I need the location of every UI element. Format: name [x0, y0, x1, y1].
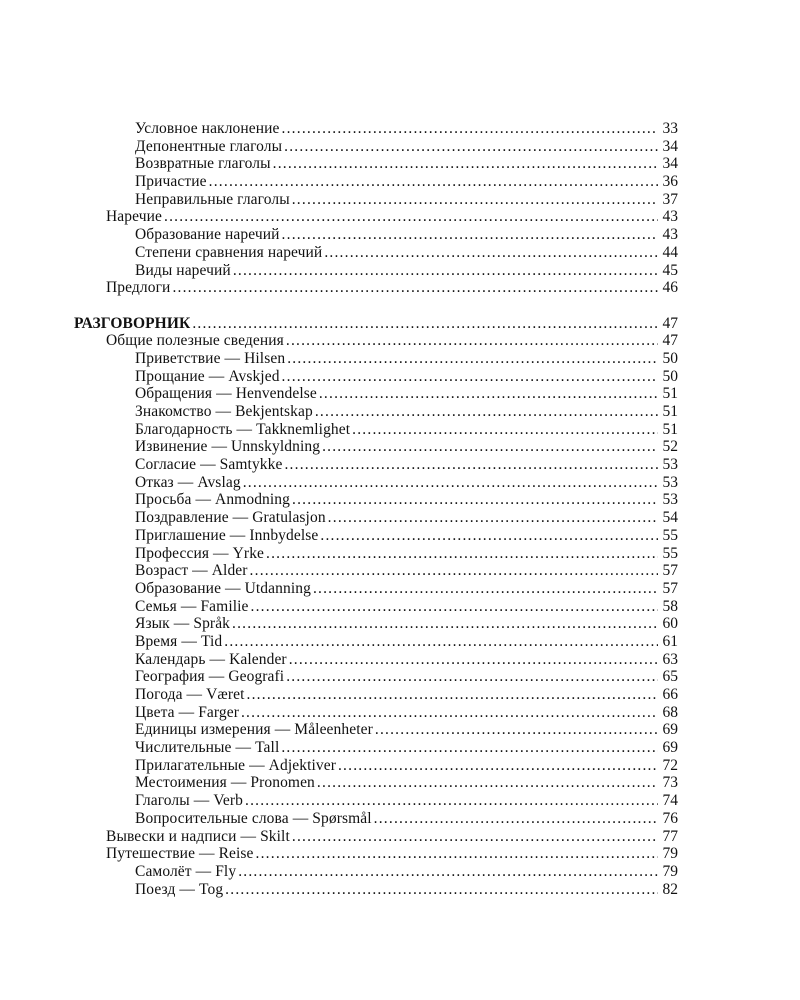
dot-leader — [281, 739, 658, 757]
toc-entry-title: Семья — Familie — [135, 597, 249, 615]
dot-leader — [320, 527, 658, 545]
dot-leader — [374, 810, 658, 828]
toc-entry — [74, 739, 678, 757]
toc-entry-page: 55 — [662, 544, 678, 562]
dot-leader — [245, 792, 658, 810]
toc-entry-page: 66 — [662, 686, 678, 703]
toc-entry-page: 79 — [662, 845, 678, 863]
toc-entry-page: 57 — [662, 562, 678, 580]
dot-leader — [292, 491, 658, 509]
dot-leader — [238, 863, 658, 881]
dot-leader — [233, 262, 658, 280]
toc-entry-title: Единицы измерения — Måleenheter — [135, 721, 373, 739]
toc-entry-title: Числительные — Tall — [135, 739, 280, 757]
toc-entry — [74, 350, 678, 368]
toc-entry-title: Извинение — Unnskyldning — [135, 438, 321, 456]
toc-entry-title: Самолёт — Fly — [135, 862, 237, 880]
dot-leader — [273, 155, 658, 173]
toc-entry-title: Язык — Språk — [135, 615, 231, 633]
toc-entry-title: Виды наречий — [135, 261, 231, 279]
toc-entry — [74, 509, 678, 527]
dot-leader — [224, 633, 658, 651]
toc-entry — [74, 598, 678, 616]
dot-leader — [256, 845, 658, 863]
dot-leader — [328, 509, 658, 527]
toc-entry-title: Глаголы — Verb — [135, 792, 243, 810]
toc-entry-title: Вопросительные слова — Spørsmål — [135, 809, 372, 827]
toc-entry-page: 63 — [662, 650, 678, 668]
toc-entry — [74, 138, 678, 156]
dot-leader — [292, 828, 658, 846]
toc-entry-title: Условное наклонение — [135, 120, 280, 137]
toc-entry-title: Образование наречий — [135, 226, 280, 244]
toc-entry-page: 36 — [662, 173, 678, 191]
toc-entry-page: 69 — [662, 721, 678, 739]
dot-leader — [241, 704, 658, 722]
toc-entry-title: Предлоги — [106, 279, 171, 297]
toc-entry — [74, 527, 678, 545]
toc-entry-title: Просьба — Anmodning — [135, 491, 291, 509]
toc-entry-page: 69 — [662, 739, 678, 757]
toc-entry-title: Отказ — Avslag — [135, 473, 241, 491]
dot-leader — [287, 350, 658, 368]
dot-leader — [338, 757, 658, 775]
toc-entry-page: 74 — [662, 792, 678, 810]
toc-entry — [74, 438, 678, 456]
dot-leader — [292, 191, 658, 209]
dot-leader — [352, 421, 658, 439]
toc-entry — [74, 615, 678, 633]
dot-leader — [172, 279, 658, 297]
toc-entry — [74, 155, 678, 173]
toc-entry — [74, 120, 678, 138]
toc-entry — [74, 845, 678, 863]
toc-entry — [74, 474, 678, 492]
toc-entry-page: 82 — [662, 880, 678, 898]
toc-entry — [74, 668, 678, 686]
dot-leader — [284, 138, 658, 156]
toc-entry-title: Прощание — Avskjed — [135, 367, 280, 385]
toc-entry — [74, 881, 678, 899]
toc-entry-page: 55 — [662, 526, 678, 544]
toc-entry — [74, 456, 678, 474]
toc-entry-title: Возраст — Alder — [135, 562, 248, 580]
toc-entry — [74, 774, 678, 792]
toc-entry-page: 43 — [662, 226, 678, 244]
toc-entry-page: 51 — [662, 385, 678, 403]
dot-leader — [247, 686, 658, 704]
dot-leader — [250, 562, 658, 580]
toc-entry — [74, 226, 678, 244]
toc-entry — [74, 491, 678, 509]
dot-leader — [251, 598, 658, 616]
toc-entry — [74, 279, 678, 297]
dot-leader — [286, 332, 658, 350]
toc-entry-page: 61 — [662, 632, 678, 650]
toc-entry — [74, 173, 678, 191]
toc-entry-page: 53 — [662, 456, 678, 474]
toc-entry-title: Календарь — Kalender — [135, 650, 287, 668]
toc-entry-page: 79 — [662, 862, 678, 880]
toc-entry — [74, 562, 678, 580]
dot-leader — [266, 545, 658, 563]
table-of-contents — [74, 120, 678, 898]
toc-entry-title: Депонентные глаголы — [135, 137, 283, 155]
toc-entry-title: Благодарность — Takknemlighet — [135, 420, 351, 438]
dot-leader — [319, 385, 658, 403]
toc-entry-page: 51 — [662, 420, 678, 438]
dot-leader — [317, 774, 658, 792]
toc-entry-title: Погода — Været — [135, 686, 245, 703]
toc-entry — [74, 863, 678, 881]
toc-entry-page: 44 — [662, 243, 678, 261]
toc-entry-page: 53 — [662, 491, 678, 509]
toc-entry — [74, 792, 678, 810]
toc-entry — [74, 421, 678, 439]
toc-entry-title: Наречие — [106, 208, 162, 226]
toc-entry-title: Цвета — Farger — [135, 703, 239, 721]
toc-entry — [74, 208, 678, 226]
toc-entry-title: Время — Tid — [135, 632, 223, 650]
toc-entry — [74, 810, 678, 828]
toc-entry — [74, 580, 678, 598]
toc-entry — [74, 244, 678, 262]
toc-entry-title: Поздравление — Gratulasjon — [135, 509, 326, 527]
toc-entry-page: 54 — [662, 509, 678, 527]
dot-leader — [282, 226, 658, 244]
toc-entry-title: Обращения — Henvendelse — [135, 385, 317, 403]
toc-entry — [74, 315, 678, 333]
dot-leader — [164, 208, 658, 226]
toc-entry-page: 47 — [662, 332, 678, 350]
toc-entry-page: 34 — [662, 137, 678, 155]
toc-entry-title: Путешествие — Reise — [106, 845, 254, 863]
dot-leader — [315, 403, 658, 421]
toc-entry-title: Общие полезные сведения — [106, 332, 284, 350]
dot-leader — [282, 120, 658, 138]
dot-leader — [324, 244, 658, 262]
toc-entry-page: 51 — [662, 403, 678, 420]
toc-entry-page: 34 — [662, 155, 678, 173]
toc-entry — [74, 757, 678, 775]
toc-entry — [74, 721, 678, 739]
toc-entry-page: 65 — [662, 668, 678, 686]
toc-entry-title: Согласие — Samtykke — [135, 456, 283, 474]
toc-entry-title: Образование — Utdanning — [135, 579, 311, 597]
toc-entry-page: 72 — [662, 756, 678, 774]
toc-entry-page: 77 — [662, 827, 678, 845]
toc-entry — [74, 403, 678, 421]
toc-entry-title: Профессия — Yrke — [135, 544, 265, 562]
toc-entry-page: 53 — [662, 473, 678, 491]
toc-entry — [74, 633, 678, 651]
toc-entry-title: Причастие — [135, 173, 207, 191]
toc-entry — [74, 828, 678, 846]
toc-entry — [74, 385, 678, 403]
toc-entry-title: Приветствие — Hilsen — [135, 349, 286, 367]
toc-entry-title: Вывески и надписи — Skilt — [106, 827, 290, 845]
toc-entry-title: Знакомство — Bekjentskap — [135, 403, 313, 420]
toc-entry-page: 58 — [662, 597, 678, 615]
dot-leader — [286, 668, 658, 686]
dot-leader — [313, 580, 658, 598]
toc-entry-page: 37 — [662, 190, 678, 208]
dot-leader — [243, 474, 658, 492]
toc-entry-page: 73 — [662, 774, 678, 792]
toc-entry-title: Возвратные глаголы — [135, 155, 271, 173]
dot-leader — [192, 315, 658, 333]
toc-entry-title: Степени сравнения наречий — [135, 243, 323, 261]
toc-entry-page: 52 — [662, 438, 678, 456]
toc-entry-page: 50 — [662, 367, 678, 385]
toc-entry-title: Местоимения — Pronomen — [135, 774, 315, 792]
toc-entry — [74, 191, 678, 209]
dot-leader — [284, 456, 658, 474]
dot-leader — [282, 368, 658, 386]
toc-entry — [74, 332, 678, 350]
toc-entry-title: РАЗГОВОРНИК — [74, 314, 191, 332]
dot-leader — [289, 651, 658, 669]
toc-entry-title: География — Geografi — [135, 668, 285, 686]
toc-entry-page: 50 — [662, 349, 678, 367]
dot-leader — [232, 615, 658, 633]
toc-entry-page: 33 — [662, 120, 678, 137]
toc-entry — [74, 686, 678, 704]
dot-leader — [225, 881, 658, 899]
toc-entry-page: 45 — [662, 261, 678, 279]
dot-leader — [322, 438, 658, 456]
toc-entry-page: 57 — [662, 579, 678, 597]
dot-leader — [375, 721, 658, 739]
dot-leader — [209, 173, 658, 191]
toc-entry-page: 68 — [662, 703, 678, 721]
toc-entry-page: 47 — [662, 314, 678, 332]
toc-entry-title: Неправильные глаголы — [135, 190, 290, 208]
toc-entry — [74, 368, 678, 386]
toc-entry-title: Прилагательные — Adjektiver — [135, 756, 336, 774]
toc-entry-title: Приглашение — Innbydelse — [135, 526, 319, 544]
toc-entry — [74, 704, 678, 722]
toc-entry-page: 46 — [662, 279, 678, 297]
toc-entry — [74, 651, 678, 669]
toc-entry-title: Поезд — Tog — [135, 880, 224, 898]
toc-entry-page: 43 — [662, 208, 678, 226]
toc-entry — [74, 545, 678, 563]
toc-entry — [74, 262, 678, 280]
toc-entry-page: 76 — [662, 809, 678, 827]
toc-entry-page: 60 — [662, 615, 678, 633]
